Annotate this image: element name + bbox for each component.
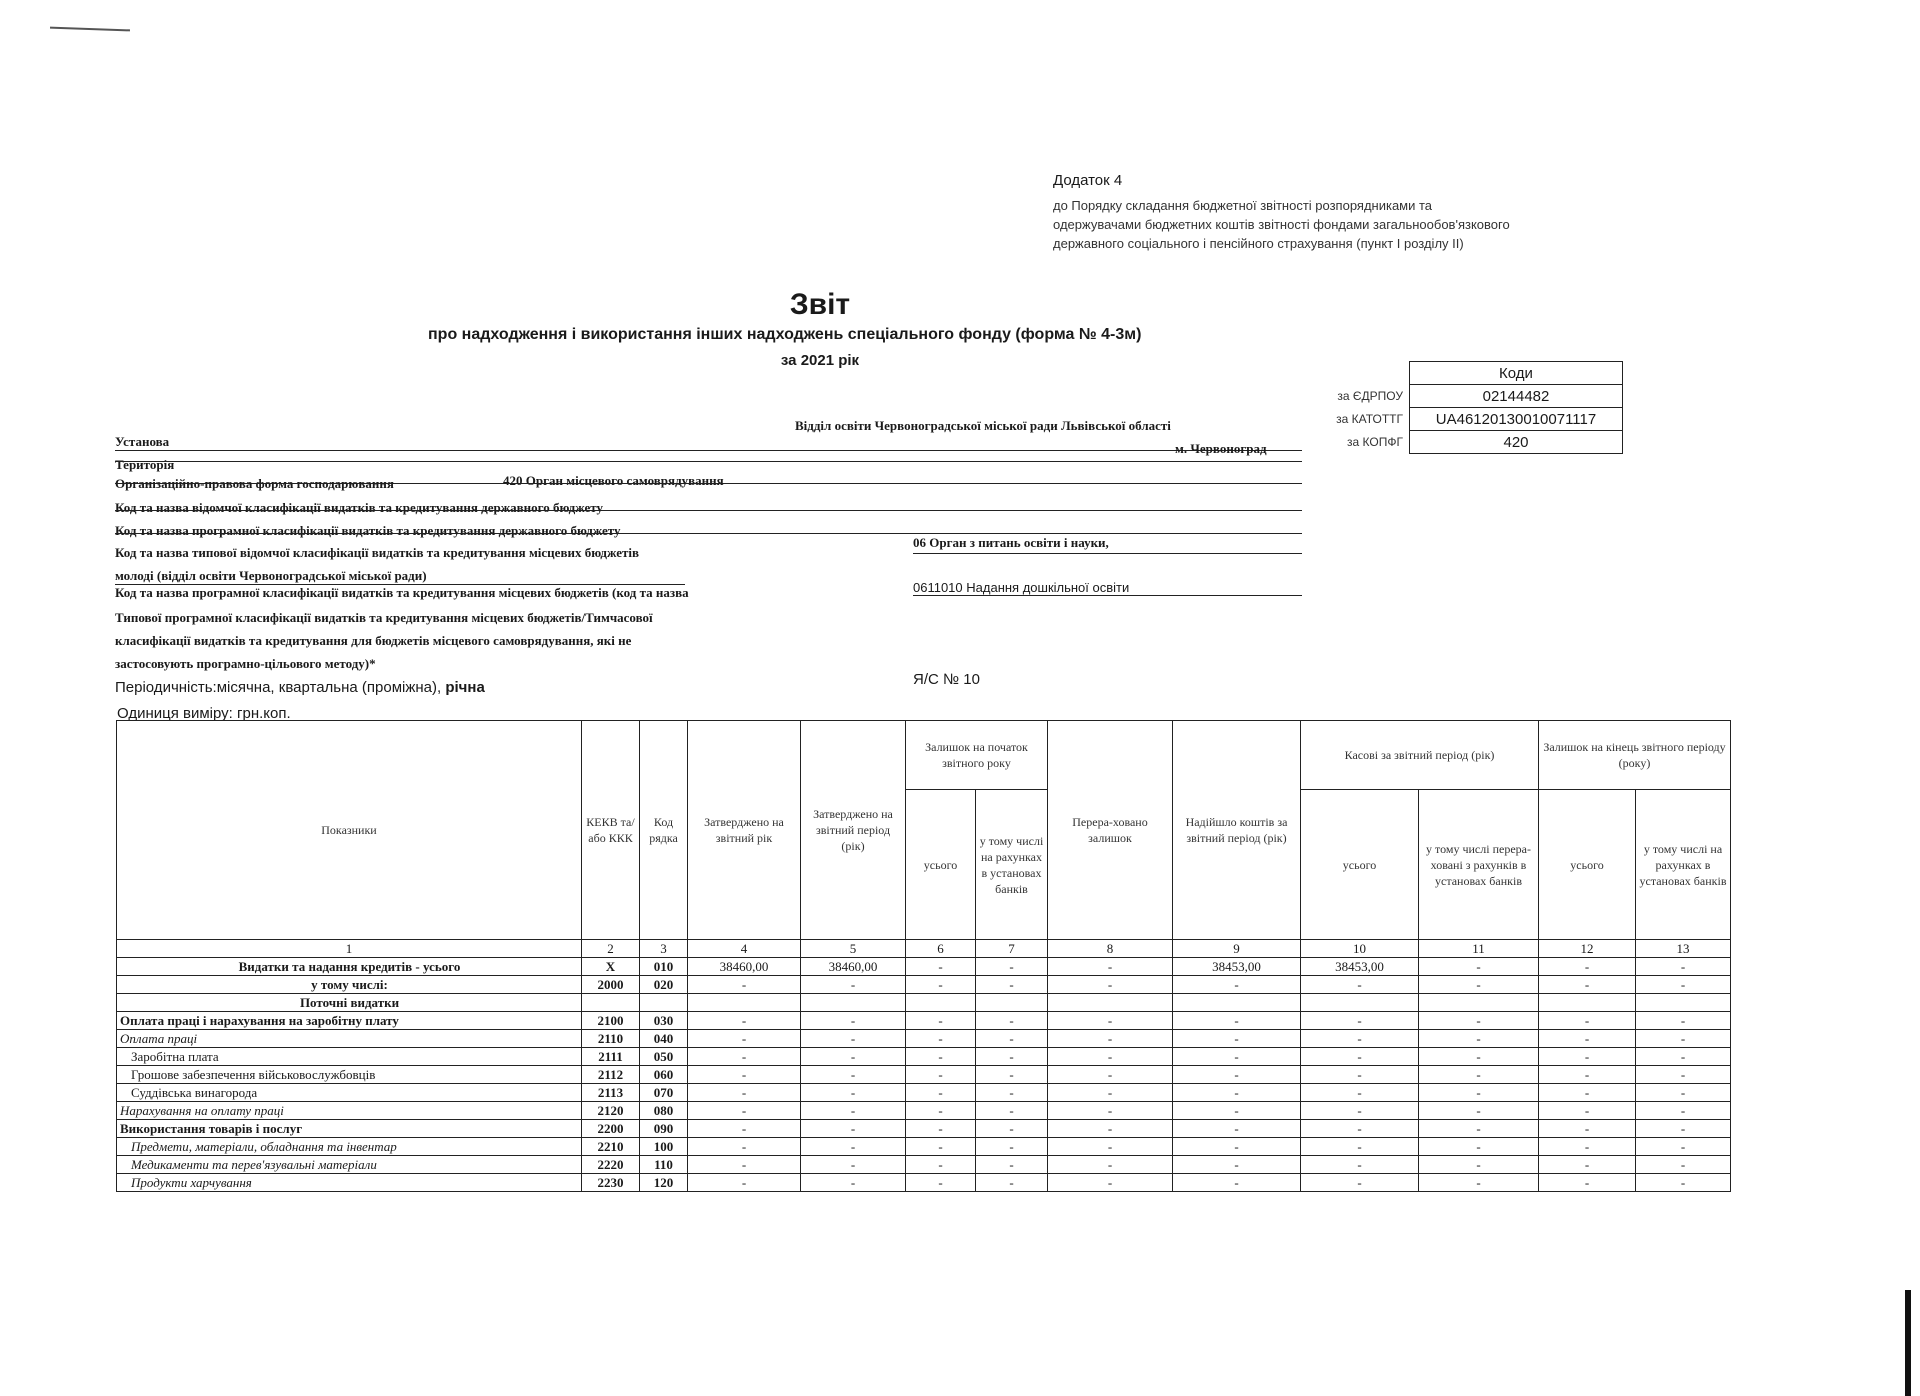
cell-c6: - <box>906 1012 976 1030</box>
cell-c12: - <box>1539 1066 1636 1084</box>
cell-c6: - <box>906 976 976 994</box>
cell-c8: - <box>1048 1120 1173 1138</box>
cell-code: 110 <box>640 1156 688 1174</box>
col-num-8: 8 <box>1048 940 1173 958</box>
cell-c5: - <box>801 1012 906 1030</box>
cell-c13: - <box>1636 1174 1731 1192</box>
cell-c12: - <box>1539 1102 1636 1120</box>
header-balance-end-total: усього <box>1539 790 1636 940</box>
cell-kekv <box>582 994 640 1012</box>
col-num-6: 6 <box>906 940 976 958</box>
local-program-label-1: Код та назва програмної класифікації видатків та кредитування місцевих бюджетів (код та назва <box>115 585 689 600</box>
cell-c6: - <box>906 1030 976 1048</box>
cell-c7: - <box>976 958 1048 976</box>
header-kekv: КЕКВ та/або ККК <box>582 721 640 940</box>
header-balance-start-banks: у тому числі на рахунках в установах банків <box>976 790 1048 940</box>
cell-kekv: 2110 <box>582 1030 640 1048</box>
cell-c6: - <box>906 1156 976 1174</box>
cell-c13: - <box>1636 958 1731 976</box>
cell-c4: - <box>688 1174 801 1192</box>
row-label: Оплата праці <box>117 1030 582 1048</box>
cell-code: 070 <box>640 1084 688 1102</box>
cell-c9: - <box>1173 1174 1301 1192</box>
cell-c8: - <box>1048 1102 1173 1120</box>
cell-c10: - <box>1301 1048 1419 1066</box>
codes-header: Коди <box>1410 362 1623 385</box>
cell-c8: - <box>1048 1084 1173 1102</box>
code-label-kopfg: за КОПФГ <box>1347 435 1403 449</box>
cell-c13: - <box>1636 1066 1731 1084</box>
cell-c12: - <box>1539 976 1636 994</box>
row-label: Видатки та надання кредитів - усього <box>117 958 582 976</box>
cell-c6: - <box>906 1084 976 1102</box>
cell-c12: - <box>1539 1156 1636 1174</box>
cell-c12: - <box>1539 1012 1636 1030</box>
row-label: Оплата праці і нарахування на заробітну плату <box>117 1012 582 1030</box>
cell-c9: - <box>1173 1066 1301 1084</box>
cell-c9: - <box>1173 1012 1301 1030</box>
column-numbers-row <box>117 940 1731 958</box>
cell-c4: - <box>688 1048 801 1066</box>
cell-c7: - <box>976 1030 1048 1048</box>
cell-c4: - <box>688 1120 801 1138</box>
cell-c11: - <box>1419 1102 1539 1120</box>
col-num-3: 3 <box>640 940 688 958</box>
scan-edge <box>1905 1290 1911 1396</box>
cell-c8: - <box>1048 976 1173 994</box>
cell-c11: - <box>1419 1084 1539 1102</box>
cell-c5: - <box>801 1030 906 1048</box>
cell-c11: - <box>1419 1138 1539 1156</box>
cell-c11: - <box>1419 958 1539 976</box>
cell-kekv: 2200 <box>582 1120 640 1138</box>
cell-c11: - <box>1419 1066 1539 1084</box>
cell-c7: - <box>976 1012 1048 1030</box>
cell-c9: - <box>1173 1048 1301 1066</box>
row-label: Продукти харчування <box>117 1174 582 1192</box>
table-row <box>117 1030 1731 1048</box>
cell-code: 050 <box>640 1048 688 1066</box>
typical-dept-value-2: молоді (відділ освіти Червоноградської міської ради) <box>115 568 427 583</box>
cell-c7: - <box>976 1084 1048 1102</box>
cell-c4 <box>688 994 801 1012</box>
cell-c5: - <box>801 1174 906 1192</box>
cell-c10 <box>1301 994 1419 1012</box>
cell-c11: - <box>1419 1048 1539 1066</box>
cell-c11: - <box>1419 976 1539 994</box>
row-label: Грошове забезпечення військовослужбовців <box>117 1066 582 1084</box>
local-program-label-4: застосовують програмно-цільового методу)* <box>115 656 376 671</box>
cell-c8: - <box>1048 1030 1173 1048</box>
cell-code: 020 <box>640 976 688 994</box>
cell-c5: - <box>801 1138 906 1156</box>
cell-kekv: 2000 <box>582 976 640 994</box>
report-title: Звіт <box>789 288 851 321</box>
cell-c10: - <box>1301 1066 1419 1084</box>
table-row <box>117 1066 1731 1084</box>
col-num-13: 13 <box>1636 940 1731 958</box>
row-label: Нарахування на оплату праці <box>117 1102 582 1120</box>
cell-c8 <box>1048 994 1173 1012</box>
cell-c12: - <box>1539 1120 1636 1138</box>
cell-c12: - <box>1539 1084 1636 1102</box>
cell-c9: 38453,00 <box>1173 958 1301 976</box>
header-row-code: Код рядка <box>640 721 688 940</box>
cell-c11 <box>1419 994 1539 1012</box>
header-approved-period: Затверджено на звітний період (рік) <box>801 721 906 940</box>
cell-c4: - <box>688 1066 801 1084</box>
institution-label: Установа <box>115 434 170 449</box>
cell-c6: - <box>906 1138 976 1156</box>
cell-c7 <box>976 994 1048 1012</box>
typical-dept-value: 06 Орган з питань освіти і науки, <box>913 535 1109 550</box>
cell-c10: - <box>1301 1138 1419 1156</box>
cell-c5: - <box>801 1066 906 1084</box>
cell-c13 <box>1636 994 1731 1012</box>
header-approved-year: Затверджено на звітний рік <box>688 721 801 940</box>
cell-c9: - <box>1173 1156 1301 1174</box>
cell-c9 <box>1173 994 1301 1012</box>
cell-c8: - <box>1048 1156 1173 1174</box>
row-label: у тому числі: <box>117 976 582 994</box>
cell-c6: - <box>906 1048 976 1066</box>
header-balance-end: Залишок на кінець звітного періоду (року) <box>1539 721 1731 790</box>
cell-c6: - <box>906 1102 976 1120</box>
typical-dept-underline <box>913 553 1302 554</box>
header-row-1 <box>117 721 1731 790</box>
legal-form-value: 420 Орган місцевого самоврядування <box>503 473 724 488</box>
table-row <box>117 1156 1731 1174</box>
cell-c4: - <box>688 1030 801 1048</box>
col-num-1: 1 <box>117 940 582 958</box>
cell-c12: - <box>1539 1138 1636 1156</box>
cell-c10: - <box>1301 1156 1419 1174</box>
institution-value: Відділ освіти Червоноградської міської ради Львівської області <box>795 418 1171 433</box>
cell-c8: - <box>1048 958 1173 976</box>
header-indicators: Показники <box>117 721 582 940</box>
col-num-11: 11 <box>1419 940 1539 958</box>
cell-c10: - <box>1301 1120 1419 1138</box>
row-label: Медикаменти та перев'язувальні матеріали <box>117 1156 582 1174</box>
cell-c12: - <box>1539 958 1636 976</box>
cell-c12: - <box>1539 1030 1636 1048</box>
cell-c9: - <box>1173 1120 1301 1138</box>
dept-class-label: Код та назва відомчої класифікації видатків та кредитування державного бюджету <box>115 500 603 515</box>
table-row <box>117 1174 1731 1192</box>
cell-c7: - <box>976 1066 1048 1084</box>
table-row <box>117 1084 1731 1102</box>
col-num-12: 12 <box>1539 940 1636 958</box>
table-row <box>117 1102 1731 1120</box>
cell-c9: - <box>1173 976 1301 994</box>
table-row <box>117 976 1731 994</box>
cell-c9: - <box>1173 1084 1301 1102</box>
cell-c5: - <box>801 1084 906 1102</box>
account-label: Я/С № 10 <box>913 671 980 688</box>
table-row <box>117 1012 1731 1030</box>
row-label: Предмети, матеріали, обладнання та інвентар <box>117 1138 582 1156</box>
cell-kekv: 2100 <box>582 1012 640 1030</box>
cell-c7: - <box>976 1048 1048 1066</box>
cell-code: 060 <box>640 1066 688 1084</box>
codes-box <box>1310 361 1623 454</box>
local-program-value: 0611010 Надання дошкільної освіти <box>913 580 1130 595</box>
cell-c13: - <box>1636 1120 1731 1138</box>
cell-c5: - <box>801 1102 906 1120</box>
report-period: за 2021 рік <box>780 352 860 369</box>
cell-c11: - <box>1419 1012 1539 1030</box>
header-cash-expenses: Касові за звітний період (рік) <box>1301 721 1539 790</box>
table-row <box>117 1120 1731 1138</box>
unit-text: Одиниця виміру: <box>117 705 233 722</box>
col-num-7: 7 <box>976 940 1048 958</box>
cell-c6: - <box>906 1120 976 1138</box>
local-program-label-3: класифікації видатків та кредитування для бюджетів місцевого самоврядування, які не <box>115 633 632 648</box>
table-row <box>117 1138 1731 1156</box>
cell-code: 080 <box>640 1102 688 1120</box>
report-table <box>116 720 1731 1192</box>
row-label: Суддівська винагорода <box>117 1084 582 1102</box>
cell-kekv: 2112 <box>582 1066 640 1084</box>
appendix-title: Додаток 4 <box>1053 172 1123 189</box>
appendix-text: до Порядку складання бюджетної звітності розпорядниками та одержувачами бюджетних коштів звітності фондами загальнообов'язкового державного соціального і пенсійного страхування (пункт І розділу ІІ) <box>1053 198 1510 251</box>
cell-c4: - <box>688 1102 801 1120</box>
table-row <box>117 958 1731 976</box>
header-cash-total: усього <box>1301 790 1419 940</box>
cell-c6 <box>906 994 976 1012</box>
program-class-underline <box>115 533 1302 534</box>
col-num-10: 10 <box>1301 940 1419 958</box>
program-class-label: Код та назва програмної класифікації видатків та кредитування державного бюджету <box>115 523 621 538</box>
typical-dept-label: Код та назва типової відомчої класифікації видатків та кредитування місцевих бюджетів <box>115 545 640 560</box>
dept-class-underline <box>115 510 1302 511</box>
territory-value: м. Червоноград <box>1175 441 1267 456</box>
code-label-edrpou: за ЄДРПОУ <box>1337 389 1403 403</box>
cell-c8: - <box>1048 1048 1173 1066</box>
cell-c7: - <box>976 1102 1048 1120</box>
territory-label: Територія <box>115 457 175 472</box>
cell-kekv: Х <box>582 958 640 976</box>
periodicity-text: Періодичність:місячна, квартальна (проміжна), <box>115 679 442 696</box>
row-label: Використання товарів і послуг <box>117 1120 582 1138</box>
cell-c5: - <box>801 1120 906 1138</box>
code-label-katottg: за КАТОТТГ <box>1336 412 1403 426</box>
row-label: Заробітна плата <box>117 1048 582 1066</box>
report-subtitle: про надходження і використання інших надходжень спеціального фонду (форма № 4-3м) <box>428 326 1142 343</box>
cell-kekv: 2113 <box>582 1084 640 1102</box>
cell-c10: - <box>1301 1084 1419 1102</box>
cell-code: 030 <box>640 1012 688 1030</box>
cell-c12: - <box>1539 1048 1636 1066</box>
cell-c11: - <box>1419 1120 1539 1138</box>
legal-form-underline <box>115 483 1302 484</box>
cell-c13: - <box>1636 1048 1731 1066</box>
cell-kekv: 2210 <box>582 1138 640 1156</box>
code-value-edrpou: 02144482 <box>1410 385 1623 408</box>
cell-c10: - <box>1301 1012 1419 1030</box>
cell-c6: - <box>906 1174 976 1192</box>
unit-value: грн.коп. <box>237 705 291 722</box>
cell-c6: - <box>906 958 976 976</box>
periodicity-value: річна <box>445 679 485 696</box>
periodicity-label <box>115 679 485 696</box>
code-value-katottg: UA46120130010071117 <box>1410 408 1623 431</box>
cell-c7: - <box>976 1120 1048 1138</box>
cell-c5: - <box>801 1048 906 1066</box>
cell-c7: - <box>976 976 1048 994</box>
col-num-9: 9 <box>1173 940 1301 958</box>
col-num-5: 5 <box>801 940 906 958</box>
cell-c9: - <box>1173 1030 1301 1048</box>
cell-c10: - <box>1301 1102 1419 1120</box>
header-balance-start: Залишок на початок звітного року <box>906 721 1048 790</box>
cell-c13: - <box>1636 976 1731 994</box>
cell-c11: - <box>1419 1030 1539 1048</box>
cell-c4: 38460,00 <box>688 958 801 976</box>
cell-code: 100 <box>640 1138 688 1156</box>
cell-c8: - <box>1048 1012 1173 1030</box>
col-num-2: 2 <box>582 940 640 958</box>
cell-c6: - <box>906 1066 976 1084</box>
legal-form-label: Організаційно-правова форма господарювання <box>115 476 394 491</box>
cell-c13: - <box>1636 1102 1731 1120</box>
cell-c10: - <box>1301 1174 1419 1192</box>
cell-kekv: 2230 <box>582 1174 640 1192</box>
cell-c13: - <box>1636 1138 1731 1156</box>
cell-kekv: 2220 <box>582 1156 640 1174</box>
cell-c12 <box>1539 994 1636 1012</box>
cell-code: 040 <box>640 1030 688 1048</box>
cell-c10: - <box>1301 1030 1419 1048</box>
cell-c10: 38453,00 <box>1301 958 1419 976</box>
cell-c9: - <box>1173 1138 1301 1156</box>
cell-c4: - <box>688 1156 801 1174</box>
header-balance-end-banks: у тому числі на рахунках в установах банків <box>1636 790 1731 940</box>
table-row <box>117 994 1731 1012</box>
cell-c4: - <box>688 976 801 994</box>
cell-code: 090 <box>640 1120 688 1138</box>
local-program-underline <box>913 595 1302 596</box>
local-program-label-2: Типової програмної класифікації видатків та кредитування місцевих бюджетів/Тимчасової <box>115 610 653 625</box>
cell-c5: - <box>801 976 906 994</box>
cell-c4: - <box>688 1012 801 1030</box>
table-row <box>117 1048 1731 1066</box>
cell-c7: - <box>976 1174 1048 1192</box>
cell-code: 120 <box>640 1174 688 1192</box>
cell-c11: - <box>1419 1156 1539 1174</box>
cell-c4: - <box>688 1084 801 1102</box>
cell-c5 <box>801 994 906 1012</box>
institution-underline <box>115 450 1302 451</box>
header-received: Надійшло коштів за звітний період (рік) <box>1173 721 1301 940</box>
cell-c4: - <box>688 1138 801 1156</box>
cell-code: 010 <box>640 958 688 976</box>
cell-c8: - <box>1048 1066 1173 1084</box>
cell-c13: - <box>1636 1156 1731 1174</box>
cell-c13: - <box>1636 1030 1731 1048</box>
header-transferred: Перера-ховано залишок <box>1048 721 1173 940</box>
cell-kekv: 2120 <box>582 1102 640 1120</box>
cell-c7: - <box>976 1156 1048 1174</box>
cell-c8: - <box>1048 1138 1173 1156</box>
cell-c8: - <box>1048 1174 1173 1192</box>
territory-underline <box>115 461 1302 462</box>
header-balance-start-total: усього <box>906 790 976 940</box>
cell-c7: - <box>976 1138 1048 1156</box>
cell-c13: - <box>1636 1084 1731 1102</box>
scan-mark <box>50 27 130 32</box>
cell-code <box>640 994 688 1012</box>
cell-c9: - <box>1173 1102 1301 1120</box>
code-value-kopfg: 420 <box>1410 431 1623 454</box>
cell-c10: - <box>1301 976 1419 994</box>
col-num-4: 4 <box>688 940 801 958</box>
cell-c5: - <box>801 1156 906 1174</box>
cell-c11: - <box>1419 1174 1539 1192</box>
cell-kekv: 2111 <box>582 1048 640 1066</box>
cell-c5: 38460,00 <box>801 958 906 976</box>
header-cash-transferred: у тому числі перера-ховані з рахунків в установах банків <box>1419 790 1539 940</box>
cell-c13: - <box>1636 1012 1731 1030</box>
cell-c12: - <box>1539 1174 1636 1192</box>
row-label: Поточні видатки <box>117 994 582 1012</box>
